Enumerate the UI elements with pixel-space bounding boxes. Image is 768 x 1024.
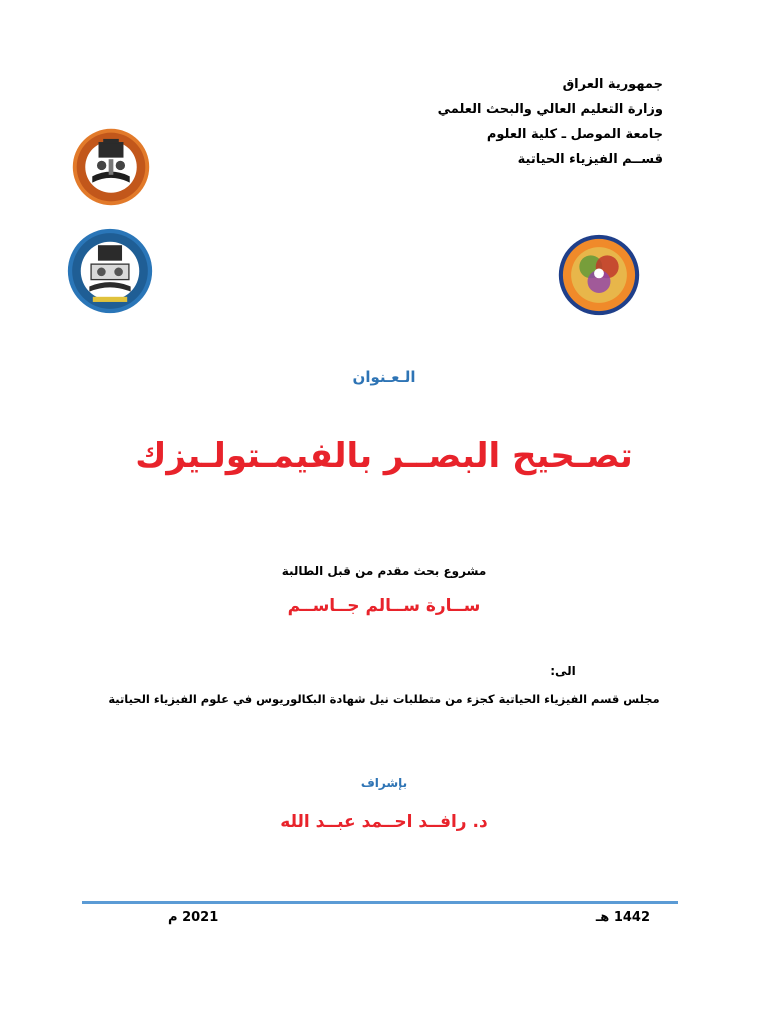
research-title: تصـحيح البصــر بالفيمـتولـيزك bbox=[135, 436, 633, 476]
to-label: الى: bbox=[550, 664, 576, 678]
university-logo bbox=[68, 128, 154, 206]
hijri-year: 1442 هـ bbox=[595, 910, 650, 925]
header-country: جمهورية العراق bbox=[562, 77, 663, 92]
title-label: الـعـنوان bbox=[352, 368, 416, 386]
supervision-label: بإشراف bbox=[360, 776, 408, 790]
institution-header bbox=[363, 72, 663, 172]
header-department: قســم الفيزياء الحياتية bbox=[517, 152, 663, 167]
supervisor-name: د. رافــد احــمد عبــد الله bbox=[280, 812, 488, 832]
council-statement: مجلس قسم الفيزياء الحياتية كجزء من متطلبات نيل شهادة البكالوريوس في علوم الفيزياء الحياتية bbox=[108, 692, 660, 706]
student-name: ســارة ســالم جــاســم bbox=[287, 596, 481, 616]
header-ministry: وزارة التعليم العالي والبحث العلمي bbox=[437, 102, 663, 117]
footer-divider bbox=[82, 901, 678, 904]
college-logo bbox=[64, 228, 156, 314]
header-university: جامعة الموصل ـ كلية العلوم bbox=[486, 127, 663, 142]
department-logo bbox=[556, 234, 642, 316]
gregorian-year: 2021 م bbox=[168, 910, 219, 925]
project-description: مشروع بحث مقدم من قبل الطالبة bbox=[281, 564, 487, 578]
